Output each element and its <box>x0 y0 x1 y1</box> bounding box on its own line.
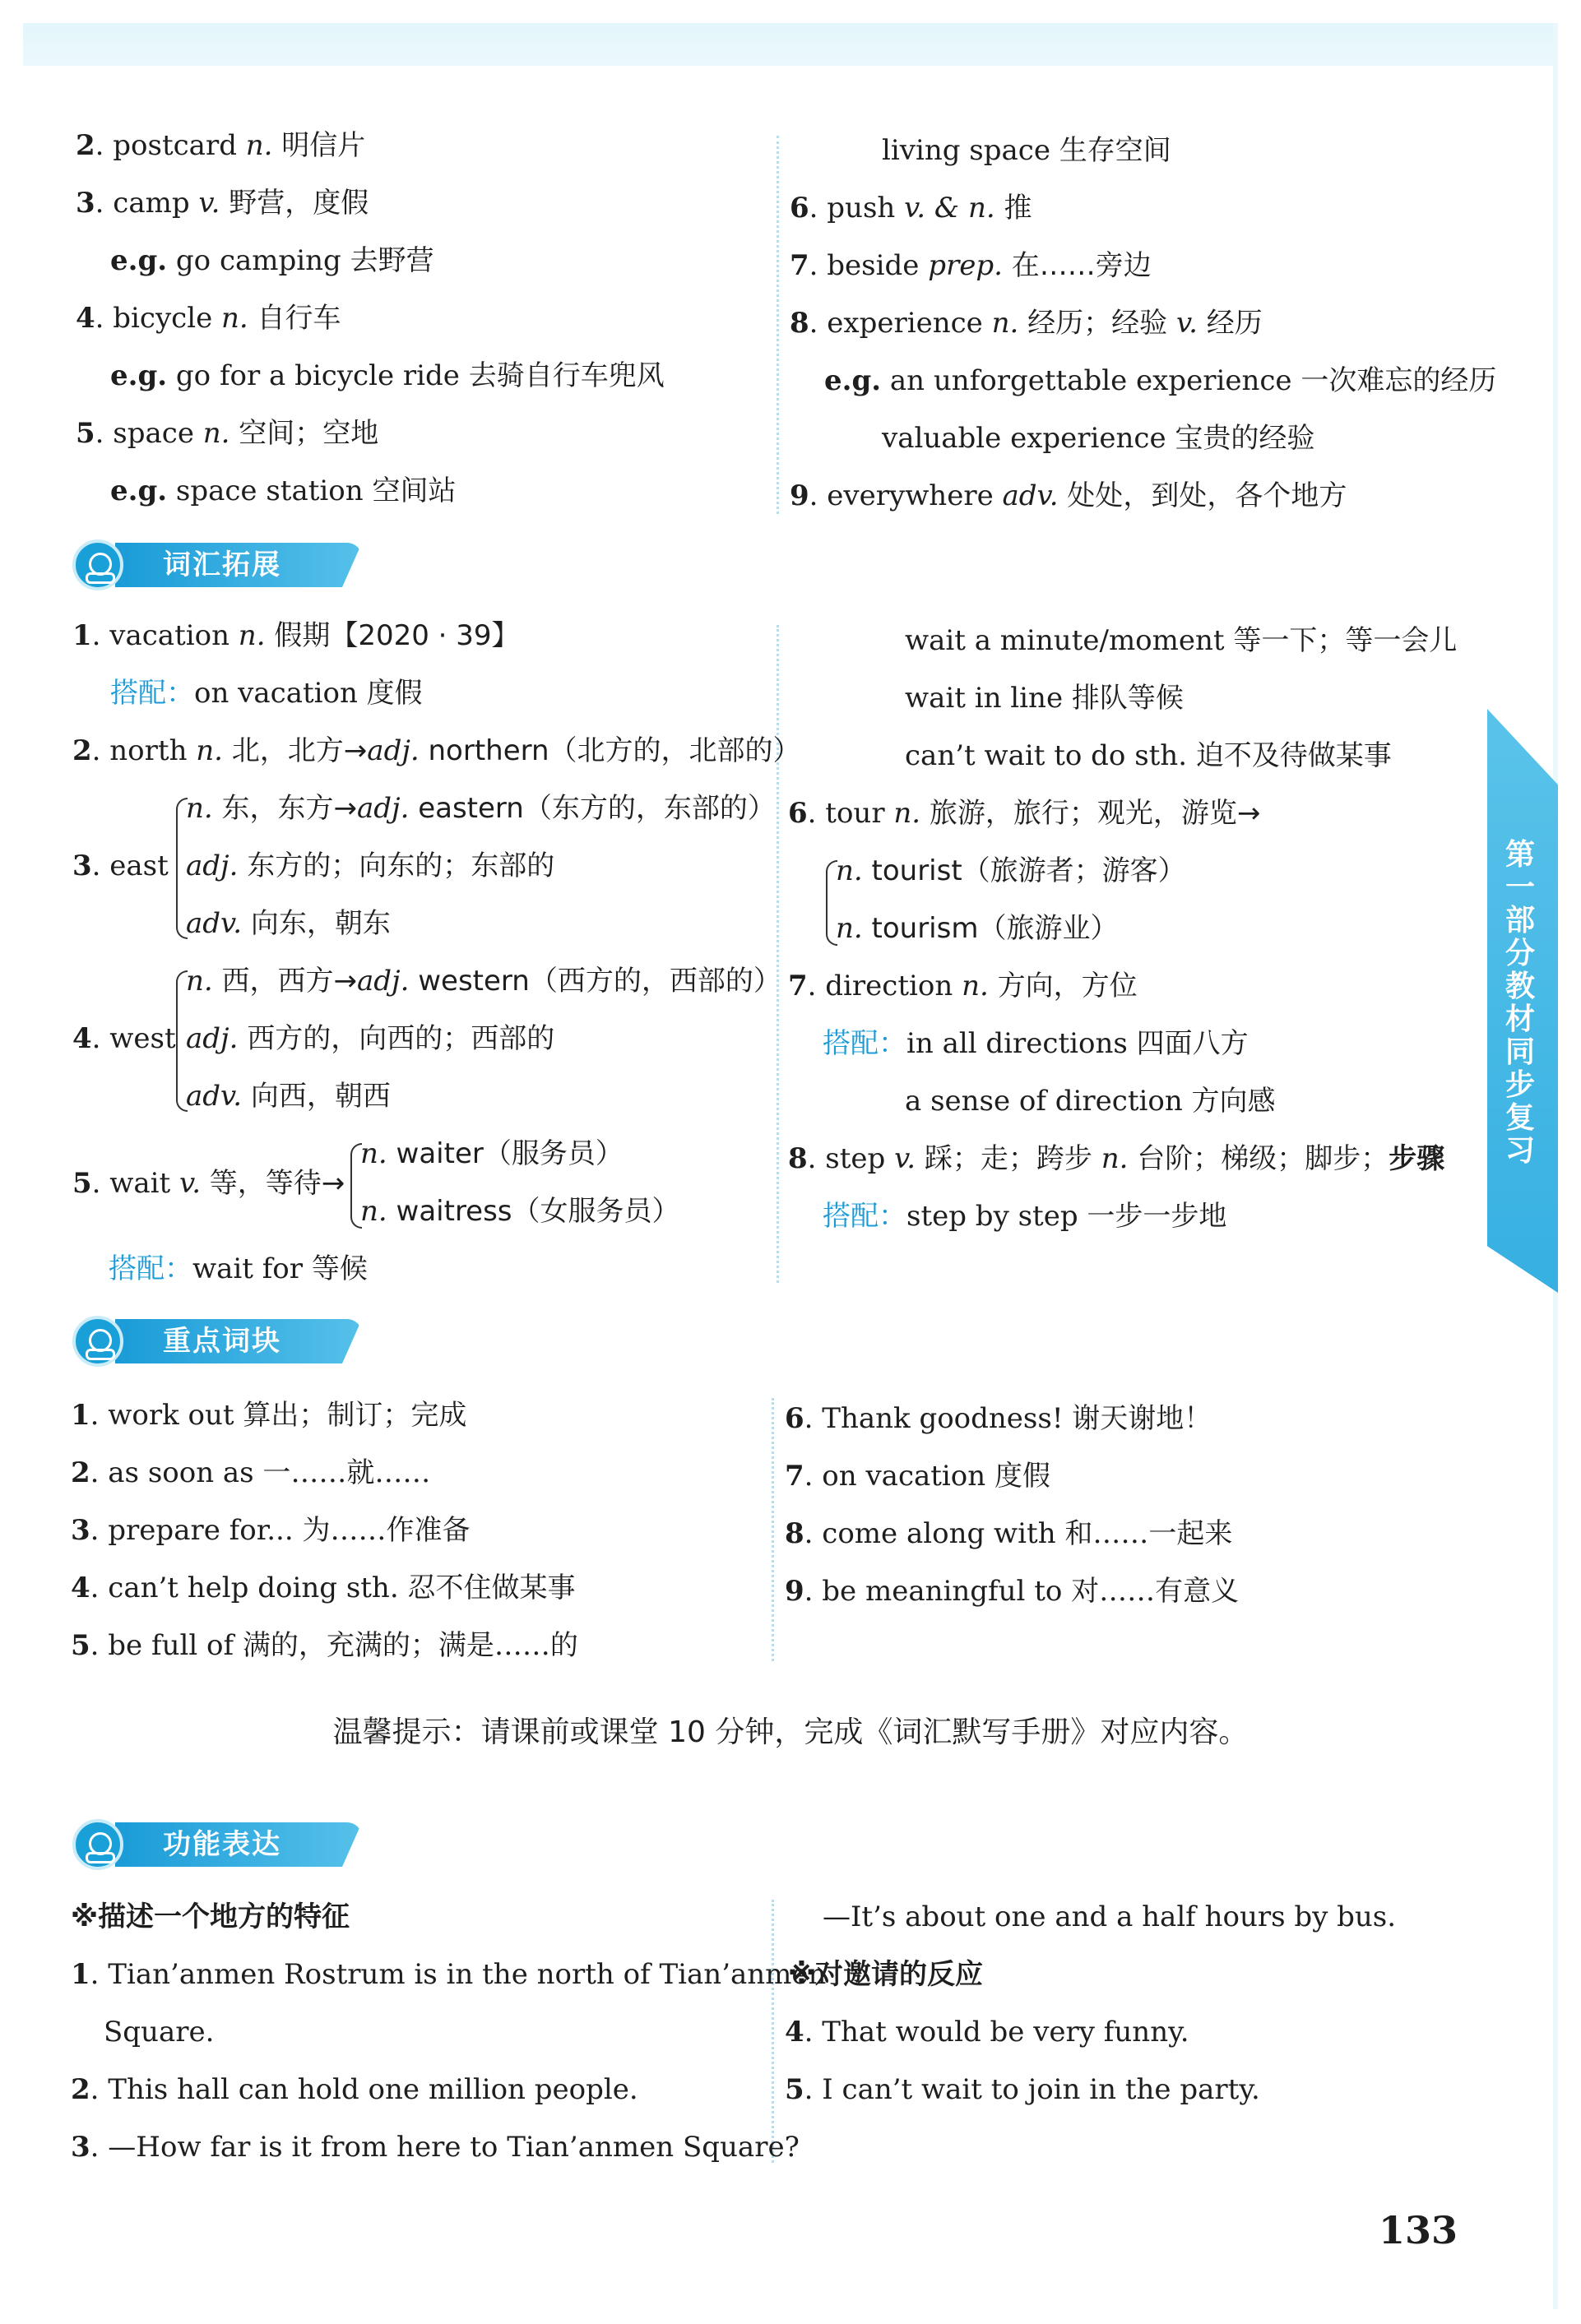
phrase-item: 4. can’t help doing sth. 忍不住做某事 <box>71 1572 576 1604</box>
column-divider <box>777 625 779 1283</box>
vocab-item: 3. camp v. 野营，度假 <box>76 187 369 220</box>
book-icon <box>72 1819 123 1870</box>
sub-item: n. waiter（服务员） <box>360 1137 624 1170</box>
sub-item: adj. 东方的；向东的；东部的 <box>186 850 555 882</box>
page-number: 133 <box>1379 2208 1458 2252</box>
vocab-item: 5. space n. 空间；空地 <box>76 417 379 450</box>
phrase-item: 7. on vacation 度假 <box>785 1460 1050 1493</box>
sub-item: adv. 向东，朝东 <box>186 907 391 940</box>
example-line: e.g. go for a bicycle ride 去骑自行车兜风 <box>110 359 665 392</box>
sentence-item: 5. I can’t wait to join in the party. <box>785 2073 1260 2106</box>
sub-item: n. tourist（旅游者；游客） <box>836 854 1186 887</box>
vocab-item: 9. everywhere adv. 处处，到处，各个地方 <box>790 479 1347 512</box>
sub-item: n. 东，东方→adj. eastern（东方的，东部的） <box>186 792 776 825</box>
subheading: ※对邀请的反应 <box>788 1958 984 1991</box>
example-line: e.g. go camping 去野营 <box>110 244 434 277</box>
collocation-line: 搭配：on vacation 度假 <box>110 677 423 710</box>
vocab-item: 3. east <box>72 850 169 882</box>
collocation-line: 搭配：step by step 一步一步地 <box>823 1200 1227 1233</box>
phrase-item: 5. be full of 满的，充满的；满是……的 <box>71 1629 578 1662</box>
subheading: ※描述一个地方的特征 <box>71 1900 350 1933</box>
phrase-line: can’t wait to do sth. 迫不及待做某事 <box>905 739 1392 772</box>
phrase-item: 6. Thank goodness! 谢天谢地！ <box>785 1402 1212 1435</box>
collocation-line: 搭配：wait for 等候 <box>109 1252 368 1285</box>
sentence-item: 1. Tian’anmen Rostrum is in the north of Tian’anmen <box>71 1958 827 1991</box>
phrase-item: 2. as soon as 一……就…… <box>71 1456 431 1489</box>
example-line: living space 生存空间 <box>882 134 1171 167</box>
sub-item: n. waitress（女服务员） <box>360 1195 680 1228</box>
phrase-line: wait a minute/moment 等一下；等一会儿 <box>905 624 1458 657</box>
phrase-line: wait in line 排队等候 <box>905 682 1184 715</box>
sentence-continuation: Square. <box>104 2016 215 2049</box>
vocab-item: 4. bicycle n. 自行车 <box>76 302 341 335</box>
section-header-key-phrases: 重点词块 <box>72 1316 369 1367</box>
sub-item: n. 西，西方→adj. western（西方的，西部的） <box>186 965 781 998</box>
section-header-function-expressions: 功能表达 <box>72 1819 369 1870</box>
sentence-item: 3. —How far is it from here to Tian’anmen Square? <box>71 2131 800 2164</box>
vocab-item: 7. beside prep. 在……旁边 <box>790 249 1152 282</box>
top-banner <box>23 23 1558 66</box>
sentence-item: 4. That would be very funny. <box>785 2016 1189 2049</box>
example-line: valuable experience 宝贵的经验 <box>882 422 1315 455</box>
section-header-vocab-expand: 词汇拓展 <box>72 539 369 590</box>
vocab-item: 8. experience n. 经历；经验 v. 经历 <box>790 307 1263 340</box>
collocation-line: 搭配：in all directions 四面八方 <box>823 1027 1249 1060</box>
vocab-item: 6. push v. & n. 推 <box>790 192 1032 225</box>
book-icon <box>72 1316 123 1367</box>
example-line: e.g. space station 空间站 <box>110 475 457 507</box>
sub-item: adj. 西方的，向西的；西部的 <box>186 1022 555 1055</box>
book-icon <box>72 539 123 590</box>
vocab-item: 5. wait v. 等，等待→ <box>72 1167 345 1200</box>
phrase-line: a sense of direction 方向感 <box>905 1085 1276 1118</box>
sentence-continuation: —It’s about one and a half hours by bus. <box>823 1900 1397 1933</box>
sentence-item: 2. This hall can hold one million people. <box>71 2073 638 2106</box>
vocab-item: 2. north n. 北，北方→adj. northern（北方的，北部的） <box>72 734 801 767</box>
vocab-item: 6. tour n. 旅游，旅行；观光，游览→ <box>788 797 1261 830</box>
sub-item: n. tourism（旅游业） <box>836 912 1119 945</box>
reminder-tip: 温馨提示：请课前或课堂 10 分钟，完成《词汇默写手册》对应内容。 <box>332 1715 1249 1749</box>
column-divider <box>777 136 779 514</box>
column-divider <box>772 1398 774 1661</box>
phrase-item: 8. come along with 和……一起来 <box>785 1517 1233 1550</box>
vocab-item: 7. direction n. 方向，方位 <box>788 970 1138 1002</box>
vocab-item: 2. postcard n. 明信片 <box>76 129 366 162</box>
phrase-item: 3. prepare for... 为……作准备 <box>71 1514 471 1547</box>
example-line: e.g. an unforgettable experience 一次难忘的经历 <box>824 364 1497 397</box>
side-tab-label: 第一部分 教材同步复习 <box>1504 838 1535 1168</box>
phrase-item: 9. be meaningful to 对……有意义 <box>785 1575 1240 1608</box>
sub-item: adv. 向西，朝西 <box>186 1080 391 1113</box>
vocab-item: 8. step v. 踩；走；跨步 n. 台阶；梯级；脚步；步骤 <box>788 1142 1445 1175</box>
column-divider <box>772 1900 774 2163</box>
phrase-item: 1. work out 算出；制订；完成 <box>71 1399 467 1432</box>
vocab-item: 4. west <box>72 1022 176 1055</box>
vocab-item: 1. vacation n. 假期【2020 · 39】 <box>72 619 520 652</box>
